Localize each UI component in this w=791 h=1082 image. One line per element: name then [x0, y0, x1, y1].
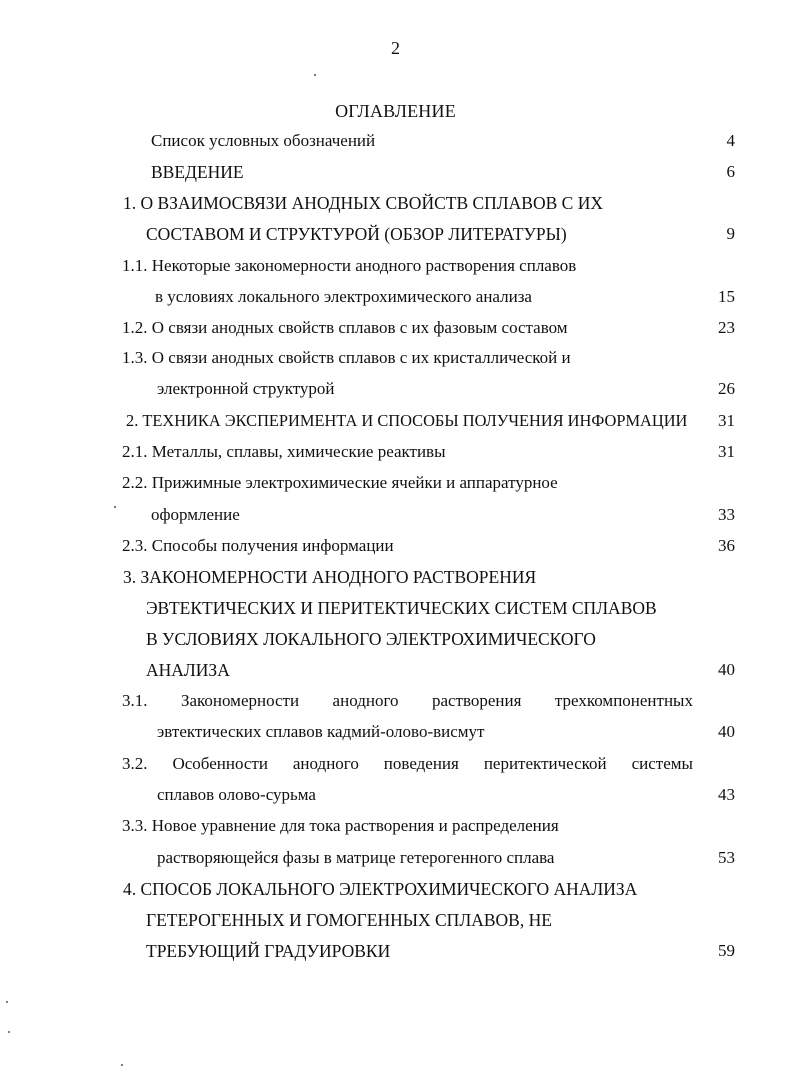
- toc-page-chapter-1: 9: [726, 224, 735, 243]
- toc-entry-2-3: 2.3. Способы получения информации: [122, 536, 394, 555]
- scan-speck: [6, 1001, 8, 1003]
- toc-word: 3.2.: [122, 754, 148, 773]
- toc-entry-chapter-3-line-3: В УСЛОВИЯХ ЛОКАЛЬНОГО ЭЛЕКТРОХИМИЧЕСКОГО: [146, 629, 596, 649]
- toc-entry-1-1-line-1: 1.1. Некоторые закономерности анодного растворения сплавов: [122, 256, 577, 275]
- toc-entry-2-1: 2.1. Металлы, сплавы, химические реактивы: [122, 442, 446, 461]
- toc-title: ОГЛАВЛЕНИЕ: [335, 101, 456, 121]
- toc-entry-2-2-line-2: оформление: [151, 505, 240, 524]
- toc-word: Особенности: [172, 754, 268, 773]
- toc-word: перитектической: [483, 754, 607, 773]
- toc-entry-chapter-4-line-2: ГЕТЕРОГЕННЫХ И ГОМОГЕННЫХ СПЛАВОВ, НЕ: [146, 910, 552, 930]
- toc-entry-3-3-line-1: 3.3. Новое уравнение для тока растворения и распределения: [122, 816, 559, 835]
- toc-page-1-2: 23: [718, 318, 735, 337]
- toc-entry-chapter-1-line-2: СОСТАВОМ И СТРУКТУРОЙ (ОБЗОР ЛИТЕРАТУРЫ): [146, 224, 567, 244]
- scan-speck: [121, 1064, 123, 1066]
- toc-entry-1-3-line-1: 1.3. О связи анодных свойств сплавов с их кристаллической и: [122, 348, 571, 367]
- toc-word: растворения: [431, 691, 522, 710]
- toc-page-3-2: 43: [718, 785, 735, 804]
- toc-page-1-1: 15: [718, 287, 735, 306]
- toc-word: трехкомпонентных: [554, 691, 693, 710]
- toc-word: анодного: [292, 754, 359, 773]
- toc-entry-abbreviations: Список условных обозначений: [151, 131, 376, 150]
- toc-entry-3-1-line-1: [122, 691, 693, 711]
- toc-entry-1-1-line-2: в условиях локального электрохимического анализа: [155, 287, 532, 306]
- toc-word: Закономерности: [180, 691, 300, 710]
- toc-entry-2-2-line-1: 2.2. Прижимные электрохимические ячейки и аппаратурное: [122, 473, 558, 492]
- toc-page-1-3: 26: [718, 379, 735, 398]
- toc-entry-1-3-line-2: электронной структурой: [157, 379, 335, 398]
- toc-word: системы: [631, 754, 693, 773]
- toc-page-2-1: 31: [718, 442, 735, 461]
- toc-page-2-3: 36: [718, 536, 735, 555]
- toc-page-3-3: 53: [718, 848, 735, 867]
- toc-page-introduction: 6: [726, 162, 735, 181]
- toc-word: анодного: [332, 691, 399, 710]
- toc-entry-chapter-4-line-3: ТРЕБУЮЩИЙ ГРАДУИРОВКИ: [146, 941, 391, 961]
- toc-page-3-1: 40: [718, 722, 735, 741]
- toc-entry-3-1-line-2: эвтектических сплавов кадмий-олово-висмут: [157, 722, 485, 741]
- toc-page-abbreviations: 4: [726, 131, 735, 150]
- toc-entry-3-2-line-1: [122, 754, 693, 774]
- toc-page-2-2: 33: [718, 505, 735, 524]
- toc-entry-introduction: ВВЕДЕНИЕ: [151, 162, 244, 182]
- page-number: 2: [391, 38, 400, 58]
- toc-page-chapter-4: 59: [718, 941, 735, 960]
- toc-entry-chapter-3-line-2: ЭВТЕКТИЧЕСКИХ И ПЕРИТЕКТИЧЕСКИХ СИСТЕМ СПЛАВОВ: [146, 598, 657, 618]
- toc-entry-chapter-3-line-4: АНАЛИЗА: [146, 660, 230, 680]
- toc-word: 3.1.: [122, 691, 148, 710]
- toc-entry-3-3-line-2: растворяющейся фазы в матрице гетерогенного сплава: [157, 848, 555, 867]
- toc-entry-chapter-3-line-1: 3. ЗАКОНОМЕРНОСТИ АНОДНОГО РАСТВОРЕНИЯ: [123, 567, 537, 587]
- toc-entry-chapter-2: 2. ТЕХНИКА ЭКСПЕРИМЕНТА И СПОСОБЫ ПОЛУЧЕНИЯ ИНФОРМАЦИИ: [126, 411, 688, 430]
- toc-page-chapter-2: 31: [718, 411, 735, 430]
- scan-speck: [314, 74, 316, 76]
- scan-speck: [114, 506, 116, 508]
- toc-entry-1-2: 1.2. О связи анодных свойств сплавов с их фазовым составом: [122, 318, 568, 337]
- scan-speck: [8, 1031, 10, 1033]
- toc-word: поведения: [383, 754, 459, 773]
- toc-page-chapter-3: 40: [718, 660, 735, 679]
- toc-entry-chapter-1-line-1: 1. О ВЗАИМОСВЯЗИ АНОДНЫХ СВОЙСТВ СПЛАВОВ С ИХ: [123, 193, 603, 213]
- toc-entry-3-2-line-2: сплавов олово-сурьма: [157, 785, 316, 804]
- toc-entry-chapter-4-line-1: 4. СПОСОБ ЛОКАЛЬНОГО ЭЛЕКТРОХИМИЧЕСКОГО АНАЛИЗА: [123, 879, 638, 899]
